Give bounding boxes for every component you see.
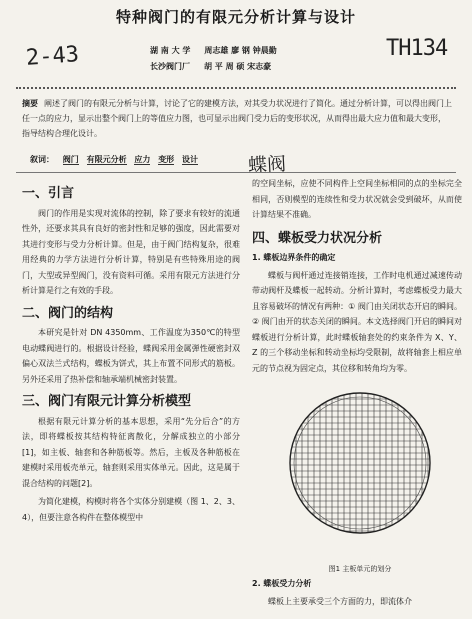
abstract	[22, 96, 452, 141]
figure-caption: 图1 主板单元的划分	[328, 565, 392, 573]
keyword-item: 阀门	[62, 155, 79, 164]
mesh-figure	[265, 368, 455, 558]
subsection-4-2-paragraph: 蝶板上主要承受三个方面的力，即流体介	[268, 596, 412, 606]
handwritten-note-left: 2-43	[25, 42, 80, 71]
dotted-separator	[16, 87, 456, 89]
subsection-4-1-heading: 1. 蝶板边界条件的确定	[252, 253, 336, 262]
keyword-item: 变形	[158, 155, 175, 164]
abstract-text: 阐述了阀门的有限元分析与计算，讨论了它的建模方法，对其受力状况进行了简化。通过分析计算，可以得出阀门上任一点的应力，显示出整个阀门上的等值应力图，也可显示出阀门受力后的变形状况，从而得出最大应力值和最大变形，指导结构合理化设计。	[22, 99, 452, 138]
author-org-1: 湖 南 大 学	[150, 46, 191, 55]
section-3-paragraph-2: 为简化建模，构模时将各个实体分别建模（图 1、2、3、4），但要注意各构件在整体模型中	[22, 497, 240, 522]
handwritten-keyword: 蝶阀	[247, 153, 287, 177]
section-1-heading: 一、引言	[22, 186, 75, 201]
subsection-4-1-paragraph: 蝶板与阀杆通过连接销连接，工作时电机通过减速传动带动阀杆及蝶板一起转动。分析计算时，考虑蝶板受力最大且容易破坏的情况有两种：① 阀门由关闭状态开启的瞬间。② 阀门由开的状态关闭的瞬间。本文选择阀门开启的瞬间对蝶板进行分析计算，此时蝶板轴套处的约束条件为 X、Y、Z 的三个移动坐标和转动坐标均受限制，故将轴套上相应单元的节点视为固定点，其位移和转角均为零。	[252, 270, 462, 373]
keyword-item: 设计	[181, 155, 198, 164]
section-4-heading: 四、蝶板受力状况分析	[252, 230, 383, 246]
right-column-bottom	[252, 576, 462, 609]
left-column	[22, 186, 240, 525]
keywords-label: 叙词：	[30, 155, 54, 164]
section-3-heading: 三、阀门有限元计算分析模型	[22, 394, 192, 409]
handwritten-note-right: TH134	[386, 36, 448, 61]
keyword-item: 有限元分析	[86, 155, 127, 164]
section-2-heading: 二、阀门的结构	[22, 305, 114, 321]
header-divider	[16, 172, 456, 173]
continued-paragraph: 的空间坐标，应使不同构件上空间坐标相同的点的坐标完全相同，否则模型的连续性和受力状况就会受到破坏，从而使计算结果不准确。	[252, 179, 462, 219]
paper-title: 特种阀门的有限元分析计算与设计	[115, 8, 356, 26]
section-2-paragraph: 本研究是针对 DN 4350mm、工作温度为350℃的特型电动蝶阀进行的。根据设计经验，蝶阀采用金属弹性硬密封双偏心双法兰式结构，蝶板为饼式，其上布置不同形式的筋板。另外还采用了热补偿和轴承端机械密封装置。	[22, 328, 240, 384]
section-1-paragraph: 阀门的作用是实现对流体的控制，除了要求有较好的流通性外，还要求其具有良好的密封性和足够的强度，因此需要对其进行变形与受力分析计算。但是，由于阀门结构复杂，很难用经典的力学方法进行分析计算，特别是有些特殊用途的阀门，大型或异型阀门，没有资料可循。采用有限元方法进行分析计算是行之有效的手段。	[22, 208, 240, 295]
abstract-label: 摘要	[22, 99, 38, 108]
section-3-paragraph-1: 根据有限元计算分析的基本思想，采用“先分后合”的方法，即将蝶板按其结构特征离散化，分解成独立的小部分[1]，如主板、轴套和各种筋板等。然后，主板及各种筋板在建模时采用板壳单元，轴套则采用实体单元。因此，这是属于混合结构的问题[2]。	[22, 416, 240, 488]
keywords	[30, 154, 203, 165]
subsection-4-2-heading: 2. 蝶板受力分析	[252, 579, 312, 588]
author-names-1: 周志雄 廖 钢 钟晨勤	[204, 46, 277, 55]
author-names-2: 胡 平 周 硕 宋志豪	[204, 62, 272, 71]
right-column-top	[252, 176, 462, 376]
keyword-item: 应力	[134, 155, 151, 164]
author-block	[150, 43, 277, 75]
author-org-2: 长沙阀门厂	[150, 62, 190, 71]
